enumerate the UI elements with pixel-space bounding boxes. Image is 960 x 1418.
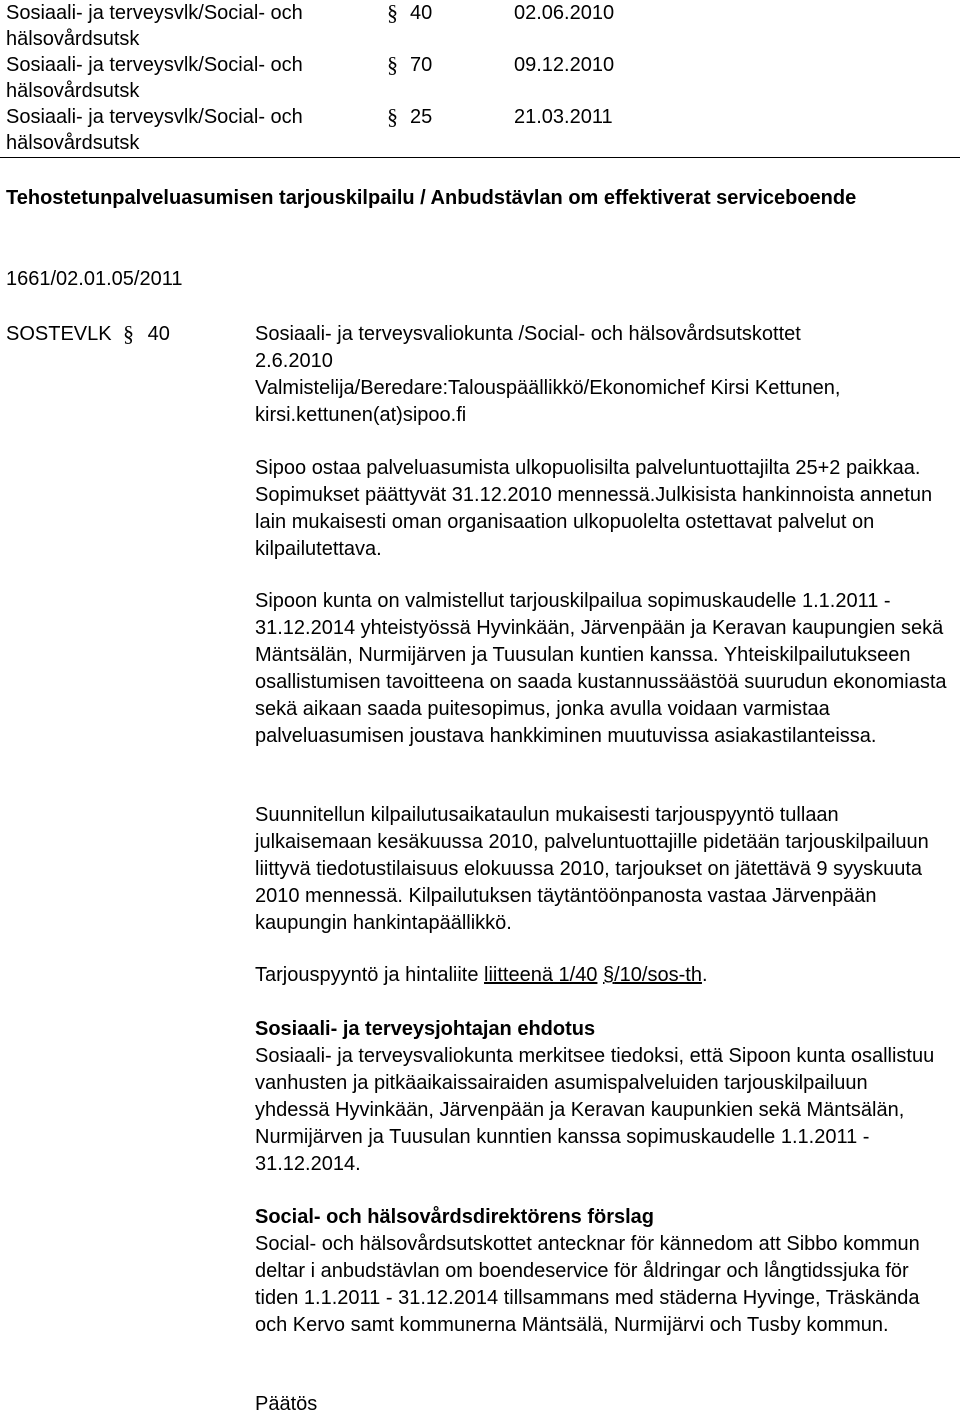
proposal-fi — [255, 1016, 955, 1178]
meeting-org: SOSTEVLK — [6, 323, 112, 345]
case-number: 1661/02.01.05/2011 — [6, 268, 183, 290]
history-body-line: hälsovårdsutsk — [6, 132, 140, 154]
history-date: 21.03.2011 — [514, 106, 613, 128]
history-row — [6, 52, 946, 106]
attachment-line — [255, 962, 955, 989]
meeting-reference — [6, 321, 170, 347]
paragraph: Suunnitellun kilpailutusaikataulun mukaisesti tarjouspyyntö tullaan julkaisemaan kesäkuussa 2010, palveluntuottajille pidetään tarjouskilpailuun liittyvä tiedotustilaisuus elokuussa 2010, tarjoukset on jätettävä 9 syyskuuta 2010 mennessä. Kilpailutuksen täytäntöönpanosta vastaa Järvenpään kaupungin hankintapäällikkö. — [255, 804, 929, 934]
attachment-prefix: Tarjouspyyntö ja hintaliite — [255, 964, 485, 986]
svg-text:§: § — [387, 0, 398, 24]
attachment-period: . — [701, 964, 708, 986]
divider — [0, 157, 960, 158]
section-sign-icon[interactable]: § — [603, 964, 615, 986]
paragraph: Sipoon kunta on valmistellut tarjouskilpailua sopimuskaudelle 1.1.2011 - 31.12.2014 yhteistyössä Hyvinkään, Järvenpään ja Keravan kaupungien sekä Mäntsälän, Nurmijärven ja Tuusulan kuntien kanssa. Yhteiskilpailutukseen osallistumisen tavoitteena on saada kustannussäästöä suurudun ekonomiasta sekä aikaan saada puitesopimus, jonka avulla voidaan varmistaa palveluasumisen joustava hankkiminen muutuvissa asiakastilanteissa. — [255, 590, 947, 747]
attachment-link-suffix[interactable]: /10/sos-th — [614, 964, 702, 986]
section-sign-icon — [386, 0, 406, 31]
history-body-line: Sosiaali- ja terveysvlk/Social- och — [6, 2, 303, 24]
paragraph: Sipoo ostaa palveluasumista ulkopuolisilta palveluntuottajilta 25+2 paikkaa. Sopimukset päättyvät 31.12.2010 mennessä.Julkisista hankinnoista annetun lain mukaisesti oman organisaation ulkopuolelta ostettavat palvelut on kilpailutettava. — [255, 457, 933, 560]
intro-email: kirsi.kettunen(at)sipoo.fi — [255, 404, 467, 426]
proposal-heading: Social- och hälsovårdsdirektörens förslag — [255, 1206, 655, 1228]
history-body-line: Sosiaali- ja terveysvlk/Social- och — [6, 54, 303, 76]
history-body-line: Sosiaali- ja terveysvlk/Social- och — [6, 106, 303, 128]
history-row — [6, 104, 946, 158]
history-date: 02.06.2010 — [514, 2, 615, 24]
section-sign-icon — [122, 321, 142, 347]
svg-text:§: § — [387, 104, 398, 128]
section-sign-icon — [386, 104, 406, 135]
history-paragraph: 70 — [410, 54, 433, 76]
history-body — [6, 52, 356, 104]
svg-text:§: § — [387, 52, 398, 76]
intro-line: Valmistelija/Beredare:Talouspäällikkö/Ekonomichef Kirsi Kettunen, — [255, 377, 841, 399]
history-body — [6, 104, 356, 156]
meeting-paragraph: 40 — [147, 323, 170, 345]
intro-block — [255, 321, 955, 429]
history-body — [6, 0, 356, 52]
history-row — [6, 0, 946, 54]
proposal-body: Social- och hälsovårdsutskottet antecknar för kännedom att Sibbo kommun deltar i anbudstävlan om boendeservice för åldringar och långtidssjuka för tiden 1.1.2011 - 31.12.2014 tillsammans med städerna Hyvinge, Träskända och Kervo samt kommunerna Mäntsälä, Nurmijärvi och Tusby kommun. — [255, 1233, 920, 1336]
history-paragraph: 40 — [410, 2, 433, 24]
intro-line: Sosiaali- ja terveysvaliokunta /Social- och hälsovårdsutskottet — [255, 323, 801, 345]
proposal-heading: Sosiaali- ja terveysjohtajan ehdotus — [255, 1018, 596, 1040]
history-body-line: hälsovårdsutsk — [6, 28, 140, 50]
history-paragraph: 25 — [410, 106, 433, 128]
attachment-link[interactable]: liitteenä 1/40 — [484, 964, 598, 986]
page-title: Tehostetunpalveluasumisen tarjouskilpailu / Anbudstävlan om effektiverat serviceboende — [6, 187, 857, 209]
proposal-body: Sosiaali- ja terveysvaliokunta merkitsee tiedoksi, että Sipoon kunta osallistuu vanhusten ja pitkäaikaissairaiden asumispalveluiden tarjouskilpailuun yhdessä Hyvinkään, Järvenpään ja Keravan kaupunkien sekä Mäntsälän, Nurmijärven ja Tuusulan kunntien kanssa sopimuskaudelle 1.1.2011 - 31.12.2014. — [255, 1045, 935, 1175]
history-body-line: hälsovårdsutsk — [6, 80, 140, 102]
intro-line: 2.6.2010 — [255, 350, 333, 372]
section-sign-icon — [386, 52, 406, 83]
history-date: 09.12.2010 — [514, 54, 615, 76]
svg-text:§: § — [122, 321, 134, 345]
decision-label: Päätös — [255, 1393, 318, 1415]
proposal-sv — [255, 1204, 955, 1339]
